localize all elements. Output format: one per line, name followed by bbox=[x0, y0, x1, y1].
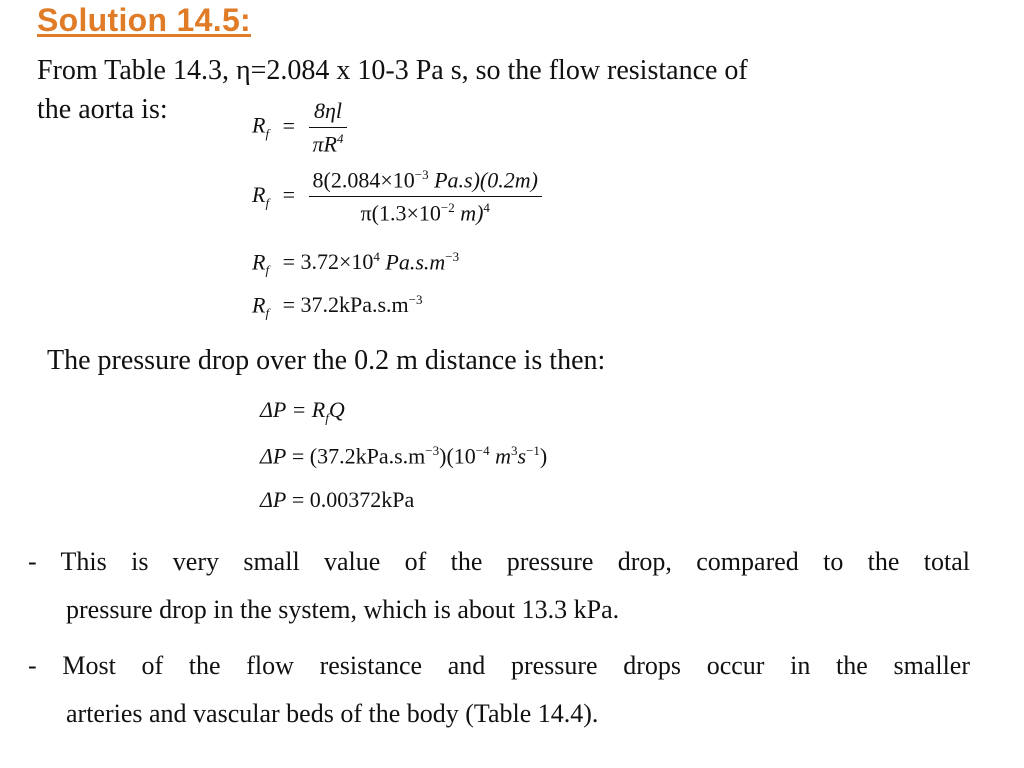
equation-dp-formula: $\Delta P = R_fQ$ bbox=[260, 397, 345, 426]
pressure-drop-intro: The pressure drop over the 0.2 m distance is then: bbox=[47, 345, 606, 376]
intro-line-1: From Table 14.3, η=2.084 x 10-3 Pa s, so the flow resistance of bbox=[37, 55, 748, 86]
equation-dp-substitution: $\Delta P = (37.2kPa.s.m^{-3})(10^{-4}$ $m^3s^{-1}$) bbox=[260, 443, 548, 469]
bullet-flow-resistance-location: - Most of the flow resistance and pressure drops occur in the smaller arteries and vascular beds of the body (Table 14.4). bbox=[28, 651, 970, 728]
equation-dp-value: ΔP = 0.00372kPa bbox=[260, 487, 415, 512]
equation-rf-formula: $R_f$ = $\frac{8\eta l}{\pi R^4}$ bbox=[252, 98, 347, 157]
equation-rf-value-pa: $R_f = 3.72\times 10^4$ $Pa.s.m^{-3}$ bbox=[252, 249, 460, 278]
equation-rf-substitution: $R_f$ = $\frac{8(2.084\times 10^{-3} Pa.s)(0.2m)}{\pi(1.3\times 10^{-2} m)^4}$ bbox=[252, 167, 542, 227]
equation-rf-value-kpa: $R_f = 37.2kPa.s.m^{-3}$ bbox=[252, 292, 423, 321]
bullet-small-pressure-drop: - This is very small value of the pressure drop, compared to the total pressure drop in the system, which is about 13.3 kPa. bbox=[28, 547, 970, 624]
intro-line-2: the aorta is: bbox=[37, 94, 168, 125]
slide-title: Solution 14.5: bbox=[37, 2, 251, 38]
